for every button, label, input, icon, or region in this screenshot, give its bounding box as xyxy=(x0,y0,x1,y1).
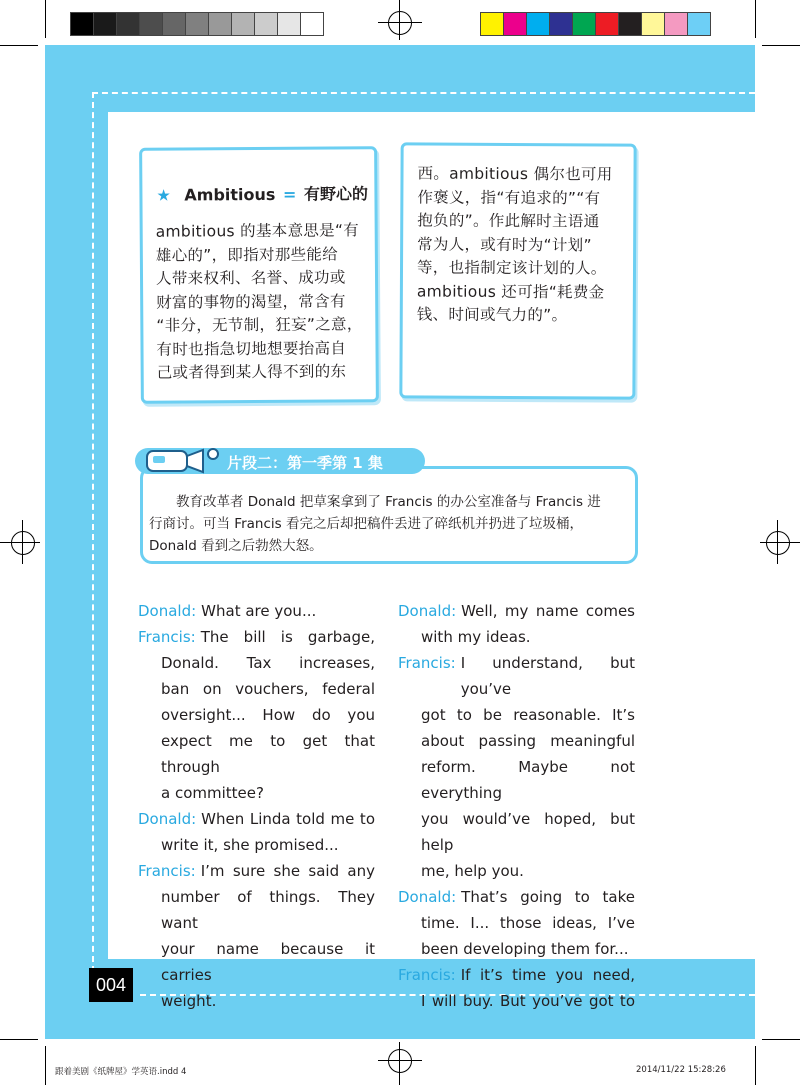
color-swatch xyxy=(254,12,278,36)
dialogue-text: That’s going to take xyxy=(461,888,635,906)
text-line: Donald 看到之后勃然大怒。 xyxy=(149,538,323,554)
speaker-name: Donald: xyxy=(398,602,457,620)
dialogue-text: about passing meaningful xyxy=(421,732,635,750)
vocab-heading xyxy=(156,181,368,205)
footer-filename: 跟着美剧《纸牌屋》学英语.indd 4 xyxy=(55,1067,187,1077)
color-swatch xyxy=(300,12,324,36)
registration-target-icon xyxy=(388,11,412,35)
dialogue-text: ban on vouchers, federal xyxy=(161,680,375,698)
registration-target-icon xyxy=(766,531,790,555)
page-number: 004 xyxy=(89,968,133,1002)
vocab-box-right xyxy=(399,142,636,399)
speaker-name: Francis: xyxy=(138,862,196,880)
dialogue-text: been developing them for... xyxy=(421,940,629,958)
equals-sign: = xyxy=(282,184,297,204)
vocab-term: Ambitious xyxy=(184,184,276,205)
vocab-explanation xyxy=(156,219,369,385)
vocab-box-left xyxy=(139,146,379,404)
color-swatch xyxy=(503,12,527,36)
text-line: 行商讨。可当 Francis 看完之后却把稿件丢进了碎纸机并扔进了垃圾桶， xyxy=(149,516,583,532)
dialogue-text: write it, she promised... xyxy=(161,836,339,854)
crop-mark xyxy=(755,0,756,38)
text-line: 抱负的”。作此解时主语通 xyxy=(417,211,600,231)
crop-mark xyxy=(45,0,46,38)
dialogue-text: got to be reasonable. It’s xyxy=(421,706,635,724)
color-swatch xyxy=(618,12,642,36)
color-swatch xyxy=(231,12,255,36)
dialogue-entry xyxy=(138,858,375,1014)
film-camera-icon xyxy=(143,442,223,476)
text-line: 常为人，或有时为“计划” xyxy=(417,234,592,254)
vocab-explanation-continued xyxy=(417,162,630,328)
speaker-name: Francis: xyxy=(398,654,456,672)
dialogue-column-left xyxy=(138,598,375,1014)
dialogue-text: your name because it carries xyxy=(161,940,375,984)
scene-title-banner xyxy=(135,448,425,474)
text-line: “非分，无节制，狂妄”之意， xyxy=(156,315,363,335)
scene-description xyxy=(149,491,631,557)
color-swatch xyxy=(687,12,711,36)
speaker-name: Francis: xyxy=(398,966,456,984)
color-swatch xyxy=(480,12,504,36)
color-swatch xyxy=(526,12,550,36)
crop-mark xyxy=(755,1046,756,1085)
star-icon: ★ xyxy=(156,185,171,205)
text-line: 等，也指制定该计划的人。 xyxy=(416,258,607,278)
speaker-name: Donald: xyxy=(138,810,197,828)
color-swatch xyxy=(549,12,573,36)
color-swatch xyxy=(116,12,140,36)
footer-timestamp: 2014/11/22 15:28:26 xyxy=(636,1065,726,1075)
dialogue-text: weight. xyxy=(161,992,217,1010)
frame-dashed-border xyxy=(92,92,755,94)
text-line: 西。ambitious 偶尔也可用 xyxy=(417,164,613,184)
dialogue-text: The bill is garbage, xyxy=(200,628,375,646)
color-swatch xyxy=(208,12,232,36)
color-swatch xyxy=(162,12,186,36)
dialogue-entry xyxy=(398,598,635,650)
text-line: ambitious 的基本意思是“有 xyxy=(155,221,360,241)
dialogue-entry xyxy=(138,624,375,806)
color-swatch xyxy=(139,12,163,36)
color-swatch xyxy=(572,12,596,36)
text-line: 作褒义，指“有追求的”“有 xyxy=(417,187,601,207)
dialogue-entry xyxy=(398,884,635,962)
speaker-name: Francis: xyxy=(138,628,196,646)
dialogue-entry xyxy=(398,962,635,1014)
dialogue-entry xyxy=(138,598,375,624)
registration-target-icon xyxy=(388,1049,412,1073)
dialogue-text: expect me to get that through xyxy=(161,732,375,776)
color-swatch xyxy=(277,12,301,36)
dialogue-text: time. I... those ideas, I’ve xyxy=(421,914,635,932)
dialogue-text: with my ideas. xyxy=(421,628,531,646)
dialogue-text: If it’s time you need, xyxy=(460,966,635,984)
color-swatch xyxy=(93,12,117,36)
dialogue-text: I understand, but you’ve xyxy=(460,654,635,698)
crop-mark xyxy=(45,1046,46,1085)
dialogue-text: I’m sure she said any xyxy=(200,862,375,880)
dialogue-text: Well, my name comes xyxy=(461,602,635,620)
color-swatch xyxy=(185,12,209,36)
speaker-name: Donald: xyxy=(138,602,197,620)
dialogue-text: reform. Maybe not everything xyxy=(421,758,635,802)
registration-target-icon xyxy=(11,531,35,555)
dialogue-text: When Linda told me to xyxy=(201,810,375,828)
dialogue-text: I will buy. But you’ve got to xyxy=(421,992,635,1010)
text-line: 雄心的”，即指对那些能给 xyxy=(155,244,339,265)
dialogue-text: you would’ve hoped, but help xyxy=(421,810,635,854)
scene-title: 片段二：第一季第 1 集 xyxy=(227,454,383,472)
text-line: 财富的事物的渴望，常含有 xyxy=(156,291,346,312)
color-swatch xyxy=(641,12,665,36)
dialogue-text: a committee? xyxy=(161,784,264,802)
text-line: ambitious 还可指“耗费金 xyxy=(416,281,605,301)
dialogue-text: oversight... How do you xyxy=(161,706,375,724)
dialogue-entry xyxy=(138,806,375,858)
crop-mark xyxy=(762,45,800,46)
color-swatch xyxy=(70,12,94,36)
dialogue-text: me, help you. xyxy=(421,862,524,880)
dialogue-text: Donald. Tax increases, xyxy=(161,654,375,672)
vocab-meaning: 有野心的 xyxy=(303,184,369,204)
dialogue-column-right xyxy=(398,598,635,1014)
text-line: 教育改革者 Donald 把草案拿到了 Francis 的办公室准备与 Francis 进 xyxy=(176,494,601,510)
text-line: 己或者得到某人得不到的东 xyxy=(156,362,347,382)
dialogue-text: number of things. They want xyxy=(161,888,375,932)
crop-mark xyxy=(0,45,38,46)
dialogue-entry xyxy=(398,650,635,884)
scene-description-box xyxy=(140,466,638,564)
text-line: 钱、时间或气力的”。 xyxy=(416,305,568,325)
speaker-name: Donald: xyxy=(398,888,457,906)
crop-mark xyxy=(762,1039,800,1040)
color-swatch xyxy=(664,12,688,36)
text-line: 人带来权利、名誉、成功或 xyxy=(155,268,346,288)
frame-dashed-border xyxy=(92,92,94,972)
text-line: 有时也指急切地想要抬高自 xyxy=(156,338,347,359)
color-swatch xyxy=(595,12,619,36)
dialogue-text: What are you... xyxy=(201,602,317,620)
crop-mark xyxy=(0,1039,38,1040)
